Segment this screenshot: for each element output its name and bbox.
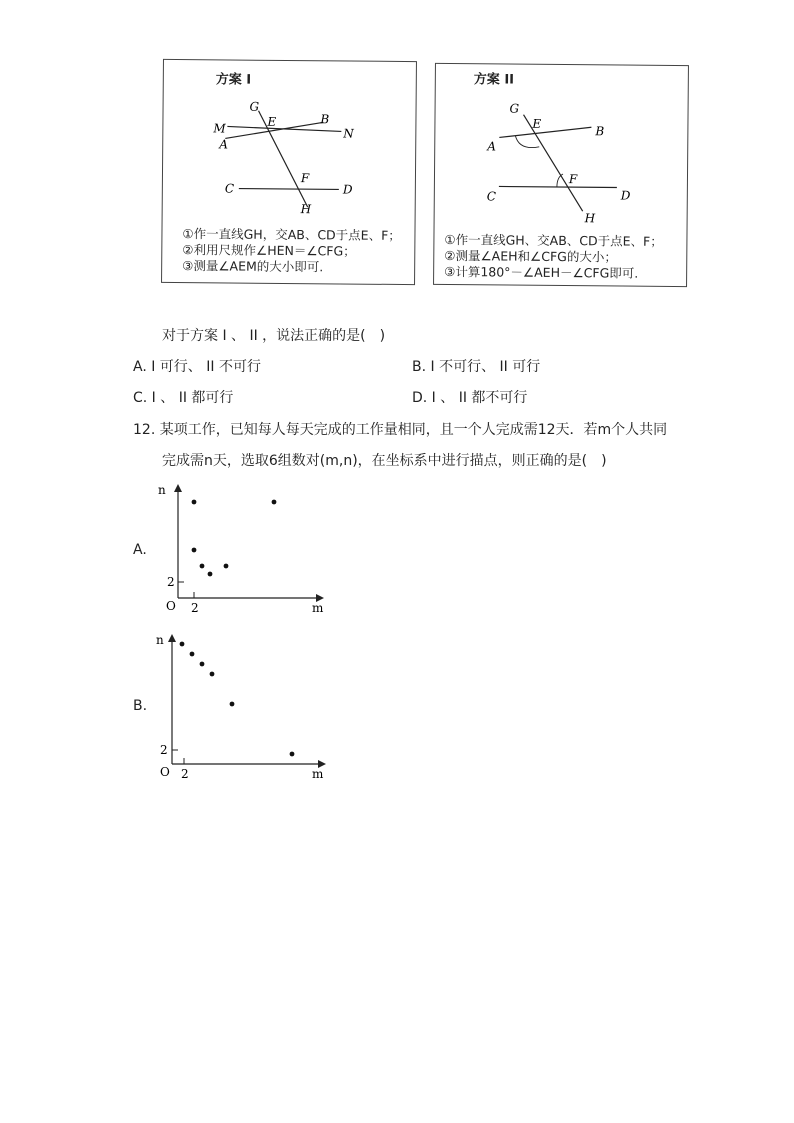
graphB-point-5 bbox=[290, 752, 295, 757]
plan1-steps bbox=[182, 226, 401, 276]
plan2-title: 方案 II bbox=[473, 72, 515, 88]
graph-a-ylabel: n bbox=[158, 483, 166, 497]
plan2-label-g: G bbox=[509, 101, 520, 116]
graph-b-xlabel: m bbox=[312, 767, 324, 780]
plan2-line-cd bbox=[499, 186, 617, 187]
q11-option-d[interactable]: D. I 、 II 都不可行 bbox=[412, 390, 528, 406]
plan1-label-m: M bbox=[213, 121, 226, 136]
q11-option-b[interactable]: B. I 不可行、 II 可行 bbox=[412, 359, 541, 375]
plan1-box bbox=[161, 59, 417, 285]
graph-a-y-arrow bbox=[174, 484, 182, 492]
plan2-label-c: C bbox=[486, 189, 497, 204]
plan1-step-1: ①作一直线GH，交AB、CD于点E、F； bbox=[182, 226, 401, 243]
plan1-title: 方案 I bbox=[215, 72, 252, 88]
q12-line2: 完成需n天，选取6组数对(m,n)，在坐标系中进行描点，则正确的是( ) bbox=[162, 453, 607, 469]
graph-b-y-arrow bbox=[168, 634, 176, 642]
plan2-label-b: B bbox=[595, 124, 605, 139]
plan2-steps bbox=[444, 232, 663, 282]
plan2-angle-cfg bbox=[557, 174, 563, 187]
plan2-label-f: F bbox=[568, 172, 578, 187]
graphB-point-1 bbox=[190, 652, 195, 657]
plan2-label-h: H bbox=[584, 211, 596, 226]
plan1-label-b: B bbox=[320, 112, 330, 127]
graph-a-ytick-label: 2 bbox=[167, 575, 175, 589]
plan1-label-c: C bbox=[224, 181, 235, 196]
plan2-label-a: A bbox=[487, 139, 496, 154]
graphB-point-4 bbox=[230, 702, 235, 707]
plan1-line-gh bbox=[258, 111, 309, 207]
graphA-point-5 bbox=[272, 500, 277, 505]
plan1-label-d: D bbox=[342, 182, 353, 197]
graph-a-origin: O bbox=[166, 599, 176, 613]
q11-option-a[interactable]: A. I 可行、 II 不可行 bbox=[133, 359, 261, 375]
plan1-step-3: ③测量∠AEM的大小即可. bbox=[182, 258, 324, 275]
plan2-line-ab bbox=[499, 126, 591, 138]
plan1-label-a: A bbox=[219, 137, 228, 152]
graphA-point-3 bbox=[208, 572, 213, 577]
q11-option-c[interactable]: C. I 、 II 都可行 bbox=[133, 390, 234, 406]
plan1-label-f: F bbox=[300, 171, 310, 186]
plan2-label-e: E bbox=[532, 116, 542, 131]
graph-a-option-label[interactable]: A. bbox=[133, 542, 147, 558]
plan1-label-n: N bbox=[343, 126, 354, 141]
graphA-point-0 bbox=[192, 500, 197, 505]
graph-b-ytick-label: 2 bbox=[160, 743, 168, 757]
graph-b-ylabel: n bbox=[156, 633, 164, 647]
plan2-angle-aeh bbox=[515, 136, 539, 148]
plan2-figure bbox=[434, 90, 687, 252]
graph-a-xlabel: m bbox=[312, 601, 324, 615]
plan1-label-h: H bbox=[300, 202, 312, 217]
plan1-label-e: E bbox=[267, 114, 277, 129]
graphA-point-1 bbox=[192, 548, 197, 553]
graphB-point-2 bbox=[200, 662, 205, 667]
graph-b-xtick-label: 2 bbox=[181, 767, 189, 780]
graphB-point-3 bbox=[210, 672, 215, 677]
plan1-label-g: G bbox=[249, 99, 260, 114]
plan2-step-3: ③计算180°－∠AEH－∠CFG即可. bbox=[444, 263, 639, 281]
plan2-box bbox=[433, 63, 689, 287]
graphA-point-4 bbox=[224, 564, 229, 569]
graph-b-plot bbox=[154, 630, 334, 780]
plan1-line-mn bbox=[227, 126, 341, 131]
q11-prompt: 对于方案 I 、 II ，说法正确的是( ) bbox=[162, 328, 386, 344]
graph-a-plot bbox=[156, 480, 336, 620]
plan1-step-2: ②利用尺规作∠HEN＝∠CFG； bbox=[182, 242, 356, 259]
plan1-line-cd bbox=[239, 189, 339, 190]
graphB-point-0 bbox=[180, 642, 185, 647]
graph-b-origin: O bbox=[160, 765, 170, 779]
q12-line1: 12. 某项工作，已知每人每天完成的工作量相同，且一个人完成需12天．若m个人共同 bbox=[133, 422, 668, 438]
graphA-point-2 bbox=[200, 564, 205, 569]
graph-b-option-label[interactable]: B. bbox=[133, 698, 148, 714]
plan2-step-2: ②测量∠AEH和∠CFG的大小； bbox=[444, 247, 617, 265]
graph-a-xtick-label: 2 bbox=[191, 601, 199, 615]
plan2-label-d: D bbox=[620, 188, 631, 203]
plan2-step-1: ①作一直线GH、交AB、CD于点E、F； bbox=[444, 231, 663, 249]
